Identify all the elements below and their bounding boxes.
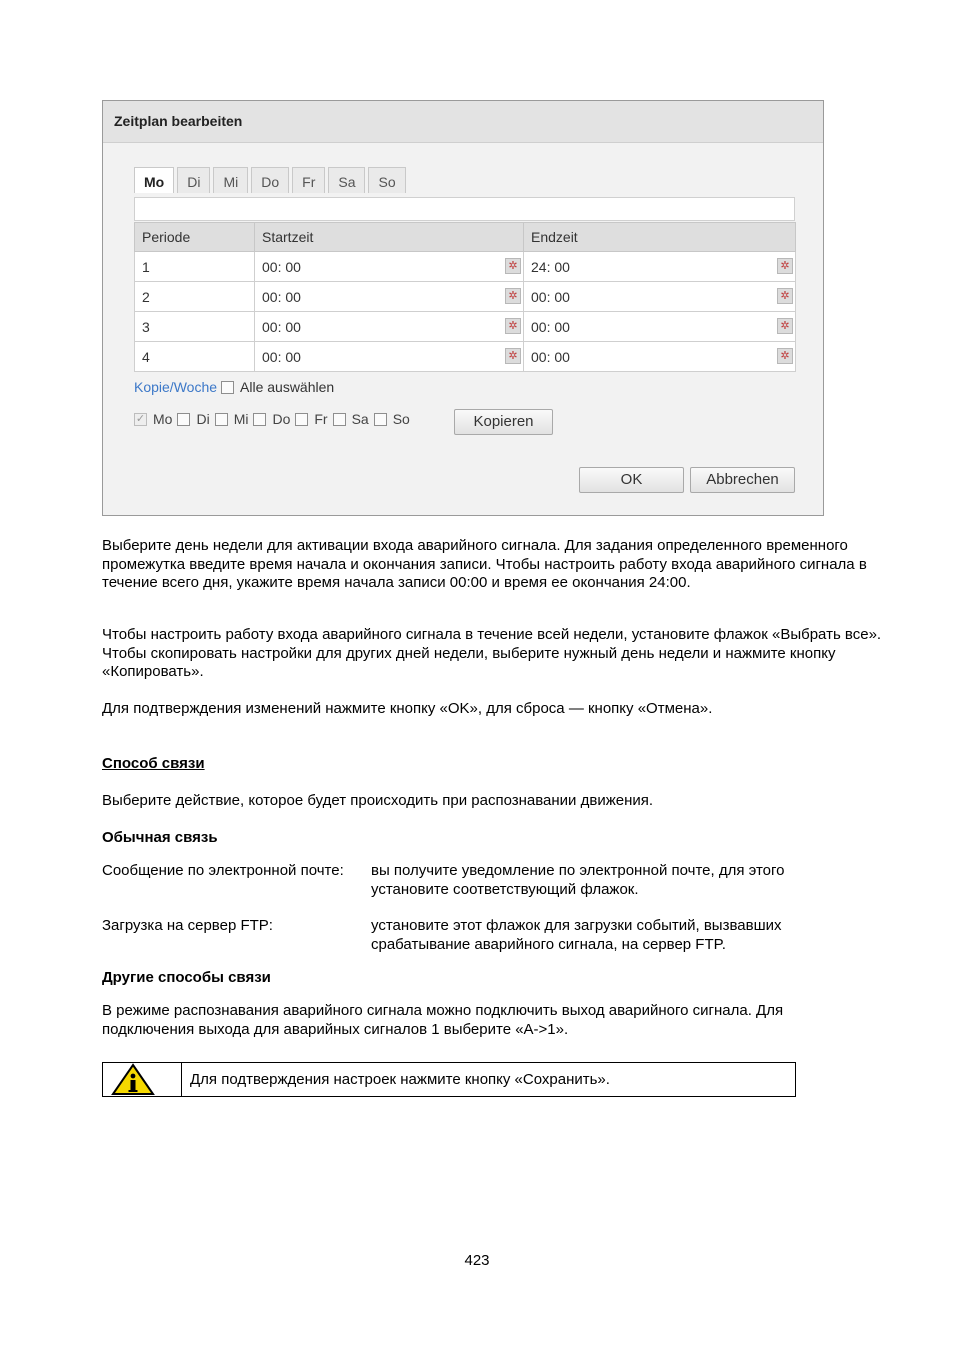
day-label-mo: Mo [153, 411, 173, 427]
period-cell: 2 [135, 282, 255, 312]
checkbox-do[interactable] [253, 413, 266, 426]
start-time-value: 00: 00 [262, 288, 301, 305]
copy-week-link[interactable]: Kopie/Woche [134, 379, 218, 395]
checkbox-di[interactable] [177, 413, 190, 426]
schedule-table [134, 222, 796, 372]
copy-days-row [134, 411, 415, 427]
header-start: Startzeit [255, 223, 524, 252]
note-text: Для подтверждения настроек нажмите кнопку «Сохранить». [190, 1071, 610, 1088]
paragraph-schedule-intro: Выберите день недели для активации входа аварийного сигнала. Для задания определенного временного промежутка введите время начала и окончания записи. Чтобы настроить работу входа аварийного сигнала в течение всего дня, укажите время начала записи 00:00 и время ее окончания 24:00. [102, 537, 867, 591]
clock-icon[interactable]: ✲ [505, 288, 521, 304]
table-row [135, 282, 796, 312]
tab-so[interactable]: So [368, 167, 405, 193]
period-cell: 3 [135, 312, 255, 342]
paragraph-select-all: Чтобы настроить работу входа аварийного сигнала в течение всей недели, установите флажок «Выбрать все». Чтобы скопировать настройки для других дней недели, выберите нужный день недели и нажмите кнопку «Копировать». [102, 626, 882, 680]
checkbox-mi[interactable] [215, 413, 228, 426]
dialog-title: Zeitplan bearbeiten [103, 101, 823, 143]
tab-fr[interactable]: Fr [292, 167, 325, 193]
clock-icon[interactable]: ✲ [777, 348, 793, 364]
select-all-label: Alle auswählen [240, 379, 335, 395]
clock-icon[interactable]: ✲ [777, 288, 793, 304]
ftp-label: Загрузка на сервер FTP: [102, 917, 273, 934]
table-row [135, 342, 796, 372]
start-time-field[interactable] [255, 252, 524, 282]
dialog-body [103, 143, 823, 515]
start-time-value: 00: 00 [262, 348, 301, 365]
ok-button[interactable]: OK [579, 467, 684, 493]
clock-icon[interactable]: ✲ [505, 258, 521, 274]
end-time-value: 00: 00 [531, 348, 570, 365]
email-label: Сообщение по электронной почте: [102, 862, 344, 879]
ftp-description: установите этот флажок для загрузки событий, вызвавших срабатывание аварийного сигнала, на сервер FTP. [371, 917, 782, 953]
clock-icon[interactable]: ✲ [505, 348, 521, 364]
paragraph-action: Выберите действие, которое будет происходить при распознавании движения. [102, 792, 654, 809]
note-box [102, 1062, 796, 1097]
end-time-field[interactable] [524, 282, 796, 312]
checkbox-sa[interactable] [333, 413, 346, 426]
tab-di[interactable]: Di [177, 167, 210, 193]
day-label-di: Di [196, 411, 210, 427]
section-heading: Способ связи [102, 755, 205, 772]
checkbox-fr[interactable] [295, 413, 308, 426]
day-label-mi: Mi [233, 411, 249, 427]
header-period: Periode [135, 223, 255, 252]
tab-do[interactable]: Do [251, 167, 289, 193]
end-time-field[interactable] [524, 312, 796, 342]
copy-button[interactable]: Kopieren [454, 409, 553, 435]
schedule-dialog [102, 100, 824, 516]
start-time-field[interactable] [255, 312, 524, 342]
period-cell: 1 [135, 252, 255, 282]
start-time-value: 00: 00 [262, 318, 301, 335]
end-time-field[interactable] [524, 342, 796, 372]
start-time-value: 00: 00 [262, 258, 301, 275]
day-tabs [134, 167, 406, 193]
end-time-field[interactable] [524, 252, 796, 282]
page-number: 423 [464, 1252, 490, 1269]
checkbox-so[interactable] [374, 413, 387, 426]
end-time-value: 00: 00 [531, 318, 570, 335]
cancel-button[interactable]: Abbrechen [690, 467, 795, 493]
tab-mi[interactable]: Mi [213, 167, 248, 193]
subheading-normal: Обычная связь [102, 829, 218, 846]
select-all-checkbox[interactable] [221, 381, 234, 394]
end-time-value: 24: 00 [531, 258, 570, 275]
subheading-other: Другие способы связи [102, 969, 271, 986]
period-cell: 4 [135, 342, 255, 372]
day-label-so: So [392, 411, 410, 427]
clock-icon[interactable]: ✲ [777, 318, 793, 334]
warning-info-icon [111, 1063, 155, 1096]
clock-icon[interactable]: ✲ [777, 258, 793, 274]
start-time-field[interactable] [255, 282, 524, 312]
table-row [135, 252, 796, 282]
day-label-sa: Sa [351, 411, 369, 427]
start-time-field[interactable] [255, 342, 524, 372]
day-label-fr: Fr [314, 411, 328, 427]
tab-sa[interactable]: Sa [328, 167, 365, 193]
clock-icon[interactable]: ✲ [505, 318, 521, 334]
paragraph-alarm-output: В режиме распознавания аварийного сигнала можно подключить выход аварийного сигнала. Для подключения выхода для аварийных сигналов 1 выберите «A->1». [102, 1002, 784, 1038]
end-time-value: 00: 00 [531, 288, 570, 305]
checkbox-mo[interactable] [134, 413, 147, 426]
header-end: Endzeit [524, 223, 796, 252]
paragraph-confirm: Для подтверждения изменений нажмите кнопку «OK», для сброса — кнопку «Отмена». [102, 700, 713, 717]
email-description: вы получите уведомление по электронной почте, для этого установите соответствующий флажок. [371, 862, 785, 898]
tab-panel [134, 197, 795, 221]
tab-mo[interactable]: Mo [134, 167, 174, 193]
day-label-do: Do [272, 411, 291, 427]
checkmark-icon: ✓ [135, 412, 146, 425]
table-header-row [135, 223, 796, 252]
table-row [135, 312, 796, 342]
copy-week-row [134, 379, 334, 395]
